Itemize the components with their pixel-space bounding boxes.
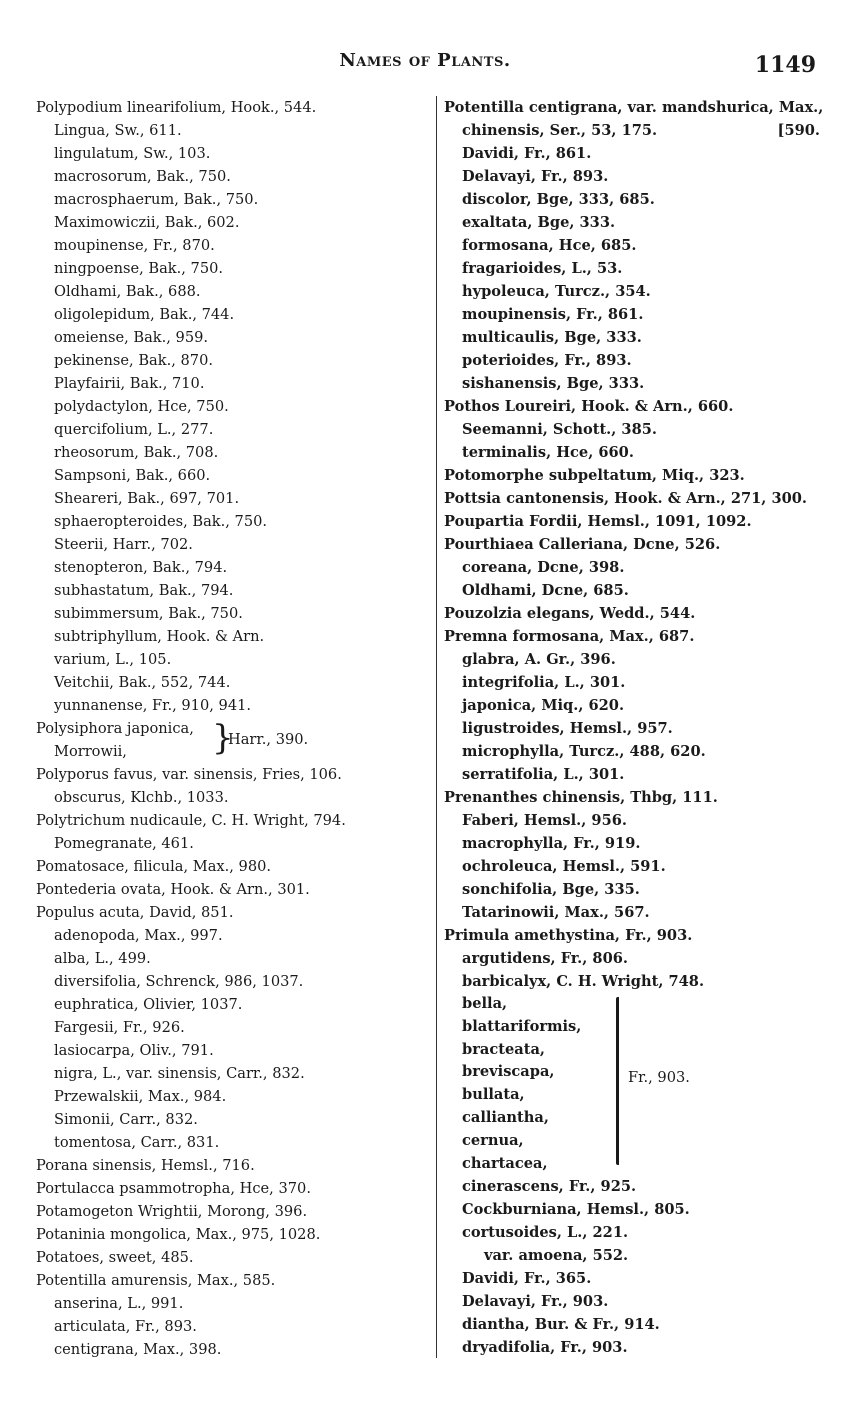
entry-text: barbicalyx, C. H. Wright, 748.	[462, 973, 705, 990]
entry-text: anserina, L., 991.	[54, 1295, 184, 1312]
polysiphora-group	[36, 717, 428, 763]
index-entry	[36, 487, 428, 510]
entry-text: Maximowiczii, Bak., 602.	[54, 214, 240, 231]
index-entry	[36, 142, 428, 165]
entry-text: lingulatum, Sw., 103.	[54, 145, 211, 162]
entry-text: fragarioides, L., 53.	[462, 260, 623, 277]
left-column	[36, 96, 428, 1361]
entry-text: obscurus, Klchb., 1033.	[54, 789, 229, 806]
entry-text: sonchifolia, Bge, 335.	[462, 881, 640, 898]
index-entry	[444, 303, 834, 326]
index-entry	[36, 1315, 428, 1338]
continuation-page-ref: [590.	[777, 122, 820, 139]
entry-text: hypoleuca, Turcz., 354.	[462, 283, 651, 300]
entry-text: chinensis, Ser., 53, 175.	[462, 122, 658, 139]
index-entry	[36, 1085, 428, 1108]
index-entry	[36, 809, 428, 832]
index-entry	[36, 579, 428, 602]
entry-text: discolor, Bge, 333, 685.	[462, 191, 655, 208]
index-entry	[444, 970, 834, 993]
entry-text: Portulacca psammotropha, Hce, 370.	[36, 1180, 311, 1197]
entry-text: multicaulis, Bge, 333.	[462, 329, 642, 346]
index-entry: Polysiphora japonica,	[36, 720, 194, 737]
entry-text: Faberi, Hemsl., 956.	[462, 812, 627, 829]
column-divider	[436, 96, 437, 1358]
entry-text: varium, L., 105.	[54, 651, 172, 668]
index-entry	[444, 142, 834, 165]
index-entry: bracteata,	[462, 1040, 545, 1058]
index-entry	[36, 947, 428, 970]
entry-text: Potamogeton Wrightii, Morong, 396.	[36, 1203, 308, 1220]
index-entry	[444, 1175, 834, 1198]
entry-text: diversifolia, Schrenck, 986, 1037.	[54, 973, 304, 990]
entry-text: Delavayi, Fr., 903.	[462, 1293, 609, 1311]
entry-text: polydactylon, Hce, 750.	[54, 398, 229, 415]
entry-text: formosana, Hce, 685.	[462, 237, 637, 254]
left-entry-list	[36, 763, 428, 1361]
index-entry: blattariformis,	[462, 1017, 582, 1035]
entry-text: pekinense, Bak., 870.	[54, 352, 214, 369]
entry-text: coreana, Dcne, 398.	[462, 559, 625, 576]
entry-text: Potomorphe subpeltatum, Miq., 323.	[444, 467, 745, 484]
index-entry	[444, 648, 834, 671]
entry-text: articulata, Fr., 893.	[54, 1318, 197, 1335]
index-entry	[36, 303, 428, 326]
entry-text: Prenanthes chinensis, Thbg, 111.	[444, 789, 718, 806]
index-entry	[36, 855, 428, 878]
entry-text: subhastatum, Bak., 794.	[54, 582, 234, 599]
index-entry: bella,	[462, 995, 508, 1012]
index-entry	[36, 211, 428, 234]
brace	[616, 997, 622, 1165]
index-entry	[36, 694, 428, 717]
entry-text: glabra, A. Gr., 396.	[462, 651, 616, 668]
index-entry	[36, 1039, 428, 1062]
index-entry	[444, 763, 834, 786]
index-entry: chartacea,	[462, 1154, 548, 1172]
index-entry	[36, 165, 428, 188]
index-entry	[36, 533, 428, 556]
entry-text: serratifolia, L., 301.	[462, 766, 625, 783]
index-entry	[36, 1269, 428, 1292]
running-title: Names of Plants.	[339, 50, 511, 71]
index-entry	[444, 809, 834, 832]
index-entry	[444, 878, 834, 901]
entry-text: Pomatosace, filicula, Max., 980.	[36, 858, 272, 875]
index-reference: Harr., 390.	[228, 731, 309, 748]
index-entry	[444, 924, 834, 947]
index-entry	[444, 1267, 834, 1290]
entry-text: Porana sinensis, Hemsl., 716.	[36, 1157, 255, 1174]
index-entry	[36, 96, 428, 119]
entry-text: Potentilla amurensis, Max., 585.	[36, 1272, 276, 1289]
index-entry	[36, 1177, 428, 1200]
index-entry	[36, 901, 428, 924]
right-entry-list	[444, 1175, 834, 1359]
entry-text: Sheareri, Bak., 697, 701.	[54, 490, 240, 507]
entry-text: adenopoda, Max., 997.	[54, 927, 223, 944]
entry-text: moupinense, Fr., 870.	[54, 237, 215, 254]
entry-text: alba, L., 499.	[54, 950, 151, 967]
index-entry	[36, 1131, 428, 1154]
entry-text: Pouzolzia elegans, Wedd., 544.	[444, 605, 696, 622]
index-entry	[444, 1290, 834, 1313]
index-entry	[36, 993, 428, 1016]
index-entry	[36, 832, 428, 855]
index-entry	[36, 786, 428, 809]
entry-text: Potaninia mongolica, Max., 975, 1028.	[36, 1226, 321, 1243]
entry-text: tomentosa, Carr., 831.	[54, 1134, 220, 1151]
entry-text: Potatoes, sweet, 485.	[36, 1249, 194, 1266]
entry-text: Lingua, Sw., 611.	[54, 122, 182, 139]
index-entry	[36, 878, 428, 901]
index-entry	[444, 165, 834, 188]
index-entry	[444, 786, 834, 809]
index-entry	[36, 671, 428, 694]
entry-text: euphratica, Olivier, 1037.	[54, 996, 243, 1013]
index-entry	[36, 1292, 428, 1315]
index-entry	[36, 556, 428, 579]
index-entry	[36, 1200, 428, 1223]
index-entry	[36, 257, 428, 280]
entry-text: Premna formosana, Max., 687.	[444, 628, 695, 645]
index-entry	[36, 1223, 428, 1246]
entry-text: omeiense, Bak., 959.	[54, 329, 209, 346]
index-entry	[444, 349, 834, 372]
entry-text: ningpoense, Bak., 750.	[54, 260, 224, 277]
entry-text: Polytrichum nudicaule, C. H. Wright, 794.	[36, 812, 346, 829]
index-entry	[444, 1221, 834, 1244]
index-entry	[444, 1244, 834, 1267]
index-entry	[36, 1062, 428, 1085]
index-entry	[444, 1336, 834, 1359]
brace: }	[212, 718, 234, 758]
index-entry	[36, 188, 428, 211]
index-entry	[444, 257, 834, 280]
entry-text: rheosorum, Bak., 708.	[54, 444, 219, 461]
index-entry	[36, 395, 428, 418]
index-entry	[444, 625, 834, 648]
entry-text: Steerii, Harr., 702.	[54, 536, 193, 553]
index-entry	[444, 510, 834, 533]
entry-text: moupinensis, Fr., 861.	[462, 306, 644, 323]
index-entry	[36, 326, 428, 349]
index-entry	[36, 510, 428, 533]
entry-text: dryadifolia, Fr., 903.	[462, 1339, 628, 1357]
index-entry	[444, 855, 834, 878]
entry-text: oligolepidum, Bak., 744.	[54, 306, 235, 323]
entry-text: Playfairii, Bak., 710.	[54, 375, 205, 392]
right-column	[444, 96, 834, 1359]
index-entry	[444, 740, 834, 763]
entry-text: Poupartia Fordii, Hemsl., 1091, 1092.	[444, 513, 752, 530]
index-entry	[444, 832, 834, 855]
entry-text: nigra, L., var. sinensis, Carr., 832.	[54, 1065, 305, 1082]
index-entry	[36, 602, 428, 625]
index-entry	[444, 464, 834, 487]
index-entry: cernua,	[462, 1131, 524, 1149]
entry-text: quercifolium, L., 277.	[54, 421, 214, 438]
entry-text: Seemanni, Schott., 385.	[462, 421, 657, 438]
index-reference: Fr., 903.	[628, 1069, 690, 1086]
index-entry	[444, 188, 834, 211]
entry-text: lasiocarpa, Oliv., 791.	[54, 1042, 214, 1059]
index-entry: calliantha,	[462, 1108, 549, 1126]
index-entry	[444, 280, 834, 303]
index-entry	[36, 924, 428, 947]
index-entry	[444, 395, 834, 418]
index-entry	[444, 947, 834, 970]
entry-text: Przewalskii, Max., 984.	[54, 1088, 227, 1105]
index-entry	[36, 119, 428, 142]
page-number: 1149	[754, 52, 816, 78]
entry-text: japonica, Miq., 620.	[462, 697, 625, 714]
index-entry	[36, 625, 428, 648]
index-entry	[36, 648, 428, 671]
entry-text: Potentilla centigrana, var. mandshurica, Max.,	[444, 99, 824, 116]
index-entry	[36, 280, 428, 303]
index-entry	[444, 326, 834, 349]
entry-text: Polypodium linearifolium, Hook., 544.	[36, 99, 317, 116]
entry-text: Pomegranate, 461.	[54, 835, 194, 852]
entry-text: Sampsoni, Bak., 660.	[54, 467, 211, 484]
index-entry	[444, 556, 834, 579]
index-entry	[444, 211, 834, 234]
entry-text: var. amoena, 552.	[484, 1247, 629, 1265]
entry-text: Oldhami, Dcne, 685.	[462, 582, 629, 599]
entry-text: Pottsia cantonensis, Hook. & Arn., 271, 300.	[444, 490, 807, 507]
entry-text: Simonii, Carr., 832.	[54, 1111, 198, 1128]
entry-text: diantha, Bur. & Fr., 914.	[462, 1316, 660, 1334]
entry-text: sphaeropteroides, Bak., 750.	[54, 513, 268, 530]
index-entry	[36, 970, 428, 993]
index-entry: bullata,	[462, 1086, 525, 1104]
entry-text: Polyporus favus, var. sinensis, Fries, 106.	[36, 766, 342, 783]
entry-text: Populus acuta, David, 851.	[36, 904, 234, 921]
index-entry	[444, 901, 834, 924]
index-entry	[444, 234, 834, 257]
index-entry	[444, 372, 834, 395]
index-entry	[36, 234, 428, 257]
entry-text: argutidens, Fr., 806.	[462, 950, 628, 967]
index-entry	[444, 119, 834, 142]
index-entry	[444, 579, 834, 602]
entry-text: cortusoides, L., 221.	[462, 1224, 629, 1242]
entry-text: subimmersum, Bak., 750.	[54, 605, 243, 622]
entry-text: yunnanense, Fr., 910, 941.	[54, 697, 252, 714]
entry-text: integrifolia, L., 301.	[462, 674, 626, 691]
entry-text: Pontederia ovata, Hook. & Arn., 301.	[36, 881, 310, 898]
right-entry-list	[444, 96, 834, 993]
index-entry	[444, 533, 834, 556]
entry-text: macrophylla, Fr., 919.	[462, 835, 641, 852]
entry-text: stenopteron, Bak., 794.	[54, 559, 228, 576]
entry-text: Davidi, Fr., 861.	[462, 145, 592, 162]
entry-text: Delavayi, Fr., 893.	[462, 168, 609, 185]
index-entry	[444, 671, 834, 694]
entry-text: Davidi, Fr., 365.	[462, 1270, 592, 1288]
index-entry	[36, 763, 428, 786]
entry-text: terminalis, Hce, 660.	[462, 444, 634, 461]
index-entry	[36, 1108, 428, 1131]
entry-text: macrosphaerum, Bak., 750.	[54, 191, 259, 208]
entry-text: Pothos Loureiri, Hook. & Arn., 660.	[444, 398, 734, 415]
index-entry	[444, 1313, 834, 1336]
entry-text: subtriphyllum, Hook. & Arn.	[54, 628, 265, 645]
primula-brace-group	[444, 993, 834, 1175]
entry-text: Tatarinowii, Max., 567.	[462, 904, 650, 921]
entry-text: centigrana, Max., 398.	[54, 1341, 222, 1358]
index-entry	[36, 1246, 428, 1269]
index-entry	[444, 1198, 834, 1221]
index-entry	[36, 372, 428, 395]
index-entry	[36, 441, 428, 464]
index-entry	[36, 418, 428, 441]
entry-text: ligustroides, Hemsl., 957.	[462, 720, 673, 737]
index-entry	[36, 1016, 428, 1039]
index-entry	[444, 96, 834, 119]
index-entry	[36, 1338, 428, 1361]
index-entry	[444, 694, 834, 717]
entry-text: Pourthiaea Calleriana, Dcne, 526.	[444, 536, 721, 553]
index-entry	[444, 418, 834, 441]
entry-text: sishanensis, Bge, 333.	[462, 375, 645, 392]
index-entry	[444, 487, 834, 510]
entry-text: Oldhami, Bak., 688.	[54, 283, 201, 300]
entry-text: poterioides, Fr., 893.	[462, 352, 632, 369]
entry-text: Primula amethystina, Fr., 903.	[444, 927, 693, 944]
entry-text: macrosorum, Bak., 750.	[54, 168, 231, 185]
entry-text: cinerascens, Fr., 925.	[462, 1178, 637, 1196]
index-entry	[36, 464, 428, 487]
entry-text: Cockburniana, Hemsl., 805.	[462, 1201, 690, 1219]
entry-text: Veitchii, Bak., 552, 744.	[54, 674, 231, 691]
entry-text: exaltata, Bge, 333.	[462, 214, 616, 231]
index-entry: breviscapa,	[462, 1063, 555, 1081]
index-entry	[36, 1154, 428, 1177]
index-entry: Morrowii,	[54, 743, 127, 760]
index-entry	[444, 602, 834, 625]
entry-text: Fargesii, Fr., 926.	[54, 1019, 185, 1036]
entry-text: ochroleuca, Hemsl., 591.	[462, 858, 666, 875]
index-entry	[444, 717, 834, 740]
index-entry	[444, 441, 834, 464]
left-entry-list	[36, 96, 428, 717]
index-entry	[36, 349, 428, 372]
entry-text: microphylla, Turcz., 488, 620.	[462, 743, 706, 760]
